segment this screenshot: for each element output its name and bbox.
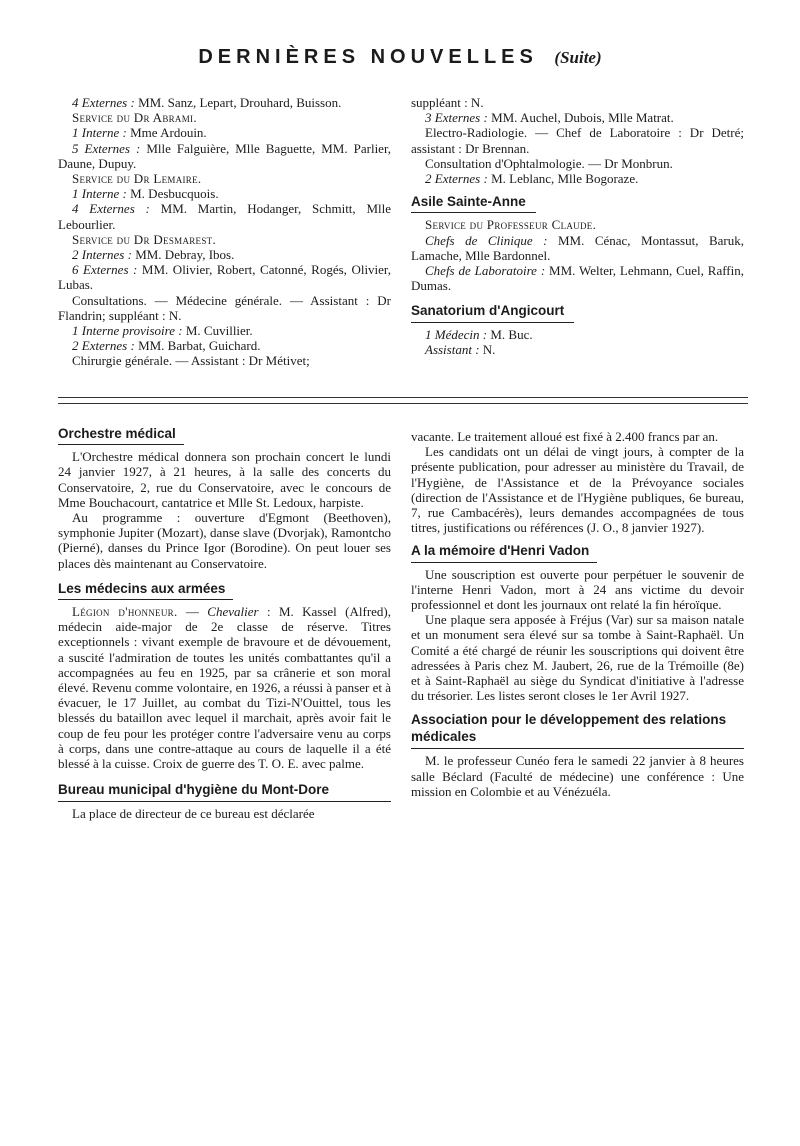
- title-suite: (Suite): [554, 48, 602, 67]
- list-item: Chirurgie générale. — Assistant : Dr Métivet;: [72, 353, 310, 369]
- service-heading: Service du Professeur Claude.: [425, 217, 597, 233]
- paragraph: M. le professeur Cunéo fera le samedi 22 janvier à 8 heures salle Béclard (Faculté de médecine) une conférence : Une mission en Colombie et au Vénézuéla.: [411, 753, 744, 799]
- paragraph: Les candidats ont un délai de vingt jours, à compter de la présente publication, pour adresser au ministère du Travail, de l'Hygiène, de l'Assistance et de la Prévoyance sociales (direction de l'Assistance et de l'Hygiène publiques, 6e bureau, 7, rue Cambacérès), leurs demandes accompagnées de tous titres, justifications ou références (J. O., 8 janvier 1927).: [411, 444, 744, 536]
- section-heading: Bureau municipal d'hygiène du Mont-Dore: [58, 781, 391, 802]
- list-item: 4 Externes : MM. Sanz, Lepart, Drouhard, Buisson.: [72, 95, 342, 110]
- list-item: 2 Internes : MM. Debray, Ibos.: [72, 247, 235, 263]
- service-heading: Service du Dr Desmarest.: [72, 231, 216, 247]
- paragraph: Une souscription est ouverte pour perpétuer le souvenir de l'interne Henri Vadon, mort à 24 ans victime du devoir professionnel et dont les journaux ont relaté la fin héroïque.: [411, 566, 744, 613]
- list-item: 1 Interne : Mme Ardouin.: [72, 125, 207, 141]
- section-heading: A la mémoire d'Henri Vadon: [411, 543, 597, 562]
- paragraph: Une plaque sera apposée à Fréjus (Var) sur sa maison natale et un monument sera élevé sur sa tombe à Saint-Raphaël. Un Comité a été chargé de réunir les souscriptions qui doivent être adressées à Paris chez M. Jaubert, 26, rue de la Trémoille (8e) et à Saint-Raphaël au siège du Syndicat d'initiative à l'adresse du trésorier. Les listes seront closes le 1er Avril 1927.: [411, 612, 744, 704]
- list-item: Chefs de Laboratoire : MM. Welter, Lehmann, Cuel, Raffin, Dumas.: [411, 263, 744, 294]
- bottom-left-column: [58, 426, 391, 821]
- paragraph: Légion d'honneur. — Chevalier : M. Kassel (Alfred), médecin aide-major de 2e classe de réserve. Titres exceptionnels : vivant exemple de bravoure et de dévouement, a suscité l'admiration de toutes les unités combattantes qu'il a accompagnées au feu en 1925, par sa crânerie et son moral élevé. Revenu comme volontaire, en 1926, a réussi à panser et à évacuer, le 17 Juillet, au combat du Tizi-N'Ouittel, tous les blessés du bataillon avec lequel il marchait, après avoir fait le coup de feu pour les protéger contre l'adversaire venu au corps à corps, dans une contre-attaque au cours de laquelle il a été blessé à la cuisse. Croix de guerre des T. O. E. avec palme.: [58, 604, 392, 772]
- bottom-right-column: [411, 429, 744, 799]
- section-heading: Association pour le développement des relations médicales: [411, 711, 744, 749]
- list-item: 1 Interne : M. Desbucquois.: [72, 186, 219, 202]
- top-right-column: [411, 95, 744, 357]
- list-item: Chefs de Clinique : MM. Cénac, Montassut, Baruk, Lamache, Mlle Bardonnel.: [411, 232, 744, 263]
- section-heading: Orchestre médical: [58, 426, 184, 445]
- paragraph: Au programme : ouverture d'Egmont (Beethoven), symphonie Jupiter (Mozart), danse slave (Dvorjak), Ramontcho (Pierné), danses du Prince Igor (Borodine). On peut louer ses places dès maintenant au Conservatoire.: [58, 510, 391, 571]
- page-title: [0, 46, 800, 69]
- paragraph: vacante. Le traitement alloué est fixé à 2.400 francs par an.: [411, 429, 719, 444]
- list-item: Consultations. — Médecine générale. — Assistant : Dr Flandrin; suppléant : N.: [58, 292, 391, 323]
- list-item: Electro-Radiologie. — Chef de Laboratoire : Dr Detré; assistant : Dr Brennan.: [411, 125, 744, 156]
- list-item: 1 Médecin : M. Buc.: [425, 326, 533, 342]
- section-heading: Les médecins aux armées: [58, 581, 233, 600]
- list-item: Assistant : N.: [425, 341, 496, 357]
- list-item: Consultation d'Ophtalmologie. — Dr Monbrun.: [425, 155, 673, 171]
- list-item: 3 Externes : MM. Auchel, Dubois, Mlle Matrat.: [425, 110, 674, 126]
- list-item: 2 Externes : MM. Barbat, Guichard.: [72, 338, 261, 354]
- section-heading: Sanatorium d'Angicourt: [411, 303, 574, 322]
- list-item: 5 Externes : Mlle Falguière, Mlle Baguette, MM. Parlier, Daune, Dupuy.: [58, 140, 392, 171]
- paragraph: L'Orchestre médical donnera son prochain concert le lundi 24 janvier 1927, à 21 heures, à la salle des concerts du Conservatoire, 2, rue du Conservatoire, avec le concours de Mme Bouchacourt, cantatrice et Mlle St. Ledoux, harpiste.: [58, 449, 391, 510]
- list-item: 1 Interne provisoire : M. Cuvillier.: [72, 323, 253, 339]
- list-item: suppléant : N.: [411, 95, 484, 110]
- service-heading: Service du Dr Abrami.: [72, 110, 197, 126]
- section-heading: Asile Sainte-Anne: [411, 194, 536, 213]
- list-item: 2 Externes : M. Leblanc, Mlle Bogoraze.: [425, 171, 639, 187]
- section-separator: [58, 397, 748, 404]
- list-item: 4 Externes : MM. Martin, Hodanger, Schmitt, Mlle Lebourlier.: [58, 201, 391, 232]
- list-item: 6 Externes : MM. Olivier, Robert, Catonné, Rogés, Olivier, Lubas.: [58, 262, 391, 293]
- top-left-column: [58, 95, 391, 369]
- service-heading: Service du Dr Lemaire.: [72, 171, 202, 187]
- title-text: DERNIÈRES NOUVELLES: [198, 46, 538, 68]
- paragraph: La place de directeur de ce bureau est déclarée: [72, 806, 315, 822]
